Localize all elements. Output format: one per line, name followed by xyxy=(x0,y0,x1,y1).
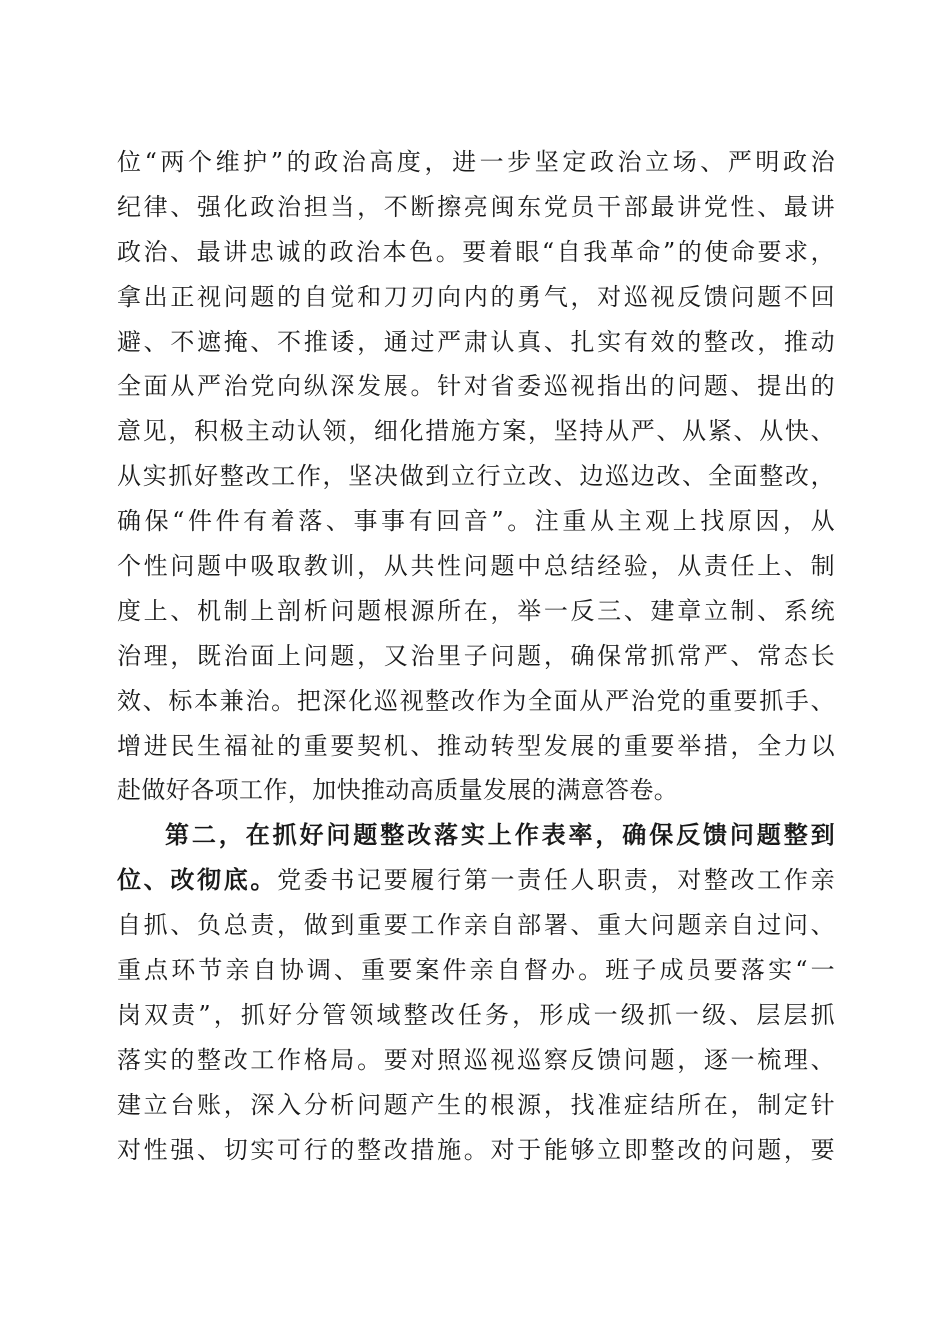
text-segment: 党委书记要履行第一责任人职责，对整改工作亲 xyxy=(277,866,835,895)
text-line: 确保“件件有着落、事事有回音”。注重从主观上找原因，从 xyxy=(117,507,835,536)
text-line: 拿出正视问题的自觉和刀刃向内的勇气，对巡视反馈问题不回 xyxy=(117,282,835,311)
text-line: 度上、机制上剖析问题根源所在，举一反三、建章立制、系统 xyxy=(117,596,835,625)
paragraph-2 xyxy=(117,813,835,1172)
text-line: 建立台账，深入分析问题产生的根源，找准症结所在，制定针 xyxy=(117,1090,835,1119)
text-line: 政治、最讲忠诚的政治本色。要着眼“自我革命”的使命要求， xyxy=(117,237,835,266)
text-line: 赴做好各项工作，加快推动高质量发展的满意答卷。 xyxy=(117,776,679,805)
text-line: 个性问题中吸取教训，从共性问题中总结经验，从责任上、制 xyxy=(117,552,835,581)
text-line: 从实抓好整改工作，坚决做到立行立改、边巡边改、全面整改， xyxy=(117,462,835,491)
text-line: 增进民生福祉的重要契机、推动转型发展的重要举措，全力以 xyxy=(117,731,835,760)
text-line: 效、标本兼治。把深化巡视整改作为全面从严治党的重要抓手、 xyxy=(117,686,835,715)
section-heading-end: 位、改彻底。 xyxy=(117,865,278,895)
section-heading: 第二，在抓好问题整改落实上作表率，确保反馈问题整到 xyxy=(165,820,835,850)
text-line: 避、不遮掩、不推诿，通过严肃认真、扎实有效的整改，推动 xyxy=(117,327,835,356)
text-line: 岗双责”，抓好分管领域整改任务，形成一级抓一级、层层抓 xyxy=(117,1000,835,1029)
text-line: 治理，既治面上问题，又治里子问题，确保常抓常严、常态长 xyxy=(117,641,835,670)
text-line: 意见，积极主动认领，细化措施方案，坚持从严、从紧、从快、 xyxy=(117,417,835,446)
text-line: 位“两个维护”的政治高度，进一步坚定政治立场、严明政治 xyxy=(117,148,835,176)
paragraph-1 xyxy=(117,140,835,813)
text-line: 对性强、切实可行的整改措施。对于能够立即整改的问题，要 xyxy=(117,1135,835,1164)
text-line: 自抓、负总责，做到重要工作亲自部署、重大问题亲自过问、 xyxy=(117,911,835,940)
body-text xyxy=(117,140,835,1172)
text-line: 重点环节亲自协调、重要案件亲自督办。班子成员要落实“一 xyxy=(117,956,835,985)
text-line: 纪律、强化政治担当，不断擦亮闽东党员干部最讲党性、最讲 xyxy=(117,192,835,221)
text-line: 全面从严治党向纵深发展。针对省委巡视指出的问题、提出的 xyxy=(117,372,835,401)
text-line: 落实的整改工作格局。要对照巡视巡察反馈问题，逐一梳理、 xyxy=(117,1045,835,1074)
text-line xyxy=(117,858,835,903)
